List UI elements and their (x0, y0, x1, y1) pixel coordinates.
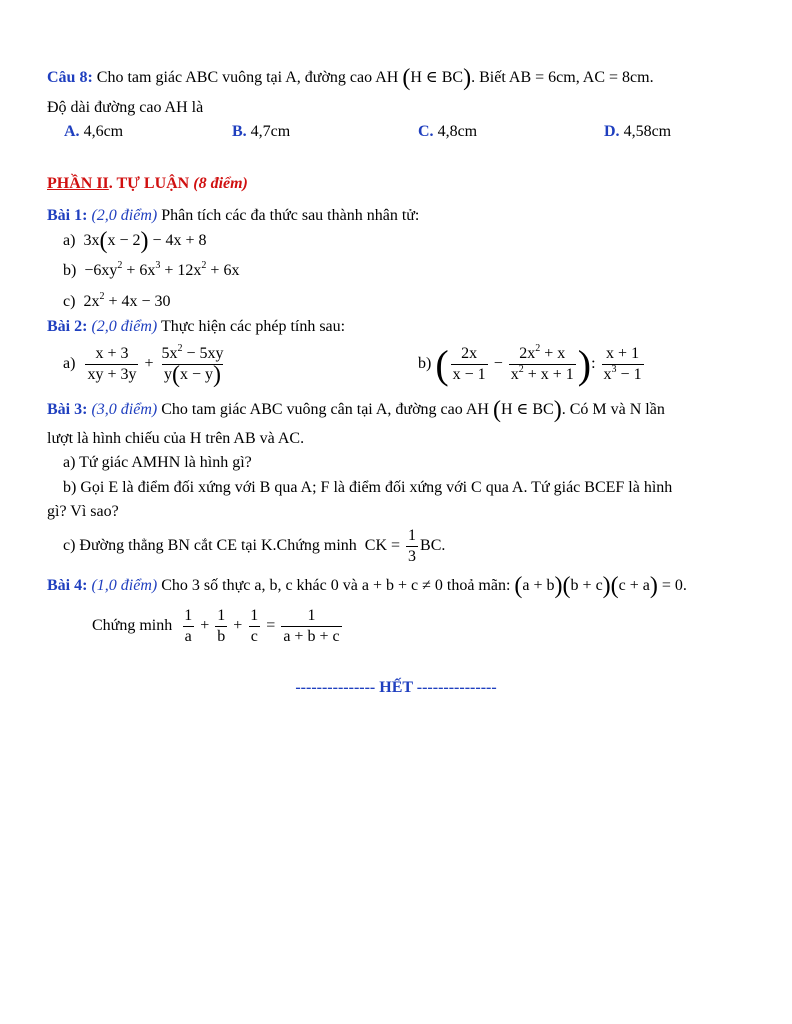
bai3-paren-content: H ∈ BC (500, 401, 554, 418)
q8-label: Câu 8: (47, 69, 93, 86)
part2-heading (47, 172, 762, 196)
bai1-c: c) $2x^2 + 4x - 30$ (63, 291, 171, 310)
bai1-b: $b) -6xy^2 + 6x^3 + 12x^2 + 6x$ (63, 260, 240, 279)
bai1-text: Phân tích các đa thức sau thành nhân tử: (161, 207, 420, 224)
part2-points: (8 điểm) (193, 175, 248, 192)
bai3-text-2: . Có M và N lần (561, 401, 665, 418)
part2-title: PHẦN II (47, 175, 109, 192)
bai3-line2: lượt là hình chiếu của H trên AB và AC. (47, 430, 305, 447)
q8-line2: Độ dài đường cao AH là (47, 99, 204, 116)
bai4-label: Bài 4: (47, 577, 88, 594)
q8-options (47, 120, 762, 144)
part2-title-rest: . TỰ LUẬN (108, 175, 190, 192)
bai2-text: Thực hiện các phép tính sau: (160, 318, 346, 335)
bai1-heading (47, 204, 762, 228)
q8-given: AB = 6cm, AC = 8cm. (508, 69, 654, 86)
bai4-points: (1,0 điểm) (91, 577, 158, 594)
bai2-label: Bài 2: (47, 318, 88, 335)
bai3-points: (3,0 điểm) (91, 401, 158, 418)
bai2-points: (2,0 điểm) (91, 318, 158, 335)
bai3-b1: b) Gọi E là điểm đối xứng với B qua A; F là điểm đối xứng với C qua A. Tứ giác BCEF là hình (63, 479, 673, 496)
end-marker: --------------- HẾT --------------- (295, 679, 497, 696)
bai3-label: Bài 3: (47, 401, 88, 418)
bai4-text-2: thoả mãn: (446, 577, 511, 594)
bai2-b: b) ( $\frac{2x}{x - 1}$ − $\frac{2x^2 + x}{x^2 + x + 1}$ ): $\frac{x + 1}{x^3 - 1}$ (418, 342, 642, 387)
bai4-prove: Chứng minh $\frac{1}{a}$ + $\frac{1}{b}$ + $\frac{1}{c}$ = $\frac{1}{a + b + c}$ (92, 606, 340, 645)
bai1-label: Bài 1: (47, 207, 88, 224)
bai2-heading (47, 315, 762, 339)
bai3-a: a) Tứ giác AMHN là hình gì? (63, 454, 252, 471)
bai1-points: (2,0 điểm) (91, 207, 158, 224)
q8-option-c: C. 4,8cm (418, 123, 478, 140)
bai4-text-1: Cho 3 số thực a, b, c khác 0 và (161, 577, 358, 594)
q8-paren-content: H ∈ BC (410, 69, 464, 86)
bai3-line1: Bài 3: (3,0 điểm) Cho tam giác ABC vuông cân tại A, đường cao AH (H ∈ BC). Có M và N lần (47, 397, 665, 423)
q8-text-1: Cho tam giác ABC vuông tại A, đường cao AH (96, 69, 399, 86)
q8-line1: Câu 8: Cho tam giác ABC vuông tại A, đường cao AH (H ∈ BC). Biết AB = 6cm, AC = 8cm. (47, 65, 654, 91)
q8-option-a: A. 4,6cm (64, 123, 124, 140)
bai3-text-1: Cho tam giác ABC vuông cân tại A, đường cao AH (161, 401, 489, 418)
bai3-b2: gì? Vì sao? (47, 503, 119, 520)
bai4-cond: a + b + c ≠ 0 (361, 577, 443, 594)
bai1-a: a) 3x(x − 2) − 4x + 8 (63, 228, 207, 254)
q8-option-d: D. 4,58cm (604, 123, 672, 140)
q8-text-2: . Biết (471, 69, 506, 86)
bai4-line1: Bài 4: (1,0 điểm) Cho 3 số thực a, b, c khác 0 và a + b + c ≠ 0 thoả mãn: (a + b)(b + c)(c + a) = 0. (47, 573, 687, 599)
q8-option-b: B. 4,7cm (232, 123, 291, 140)
bai3-c: c) Đường thẳng BN cắt CE tại K.Chứng minh CK = $\frac{1}{3}$ BC. (63, 526, 446, 565)
bai2-a: a) $\frac{x + 3}{xy + 3y}$ + $\frac{5x^2 - 5xy}{y(x - y)}$ (63, 342, 224, 388)
